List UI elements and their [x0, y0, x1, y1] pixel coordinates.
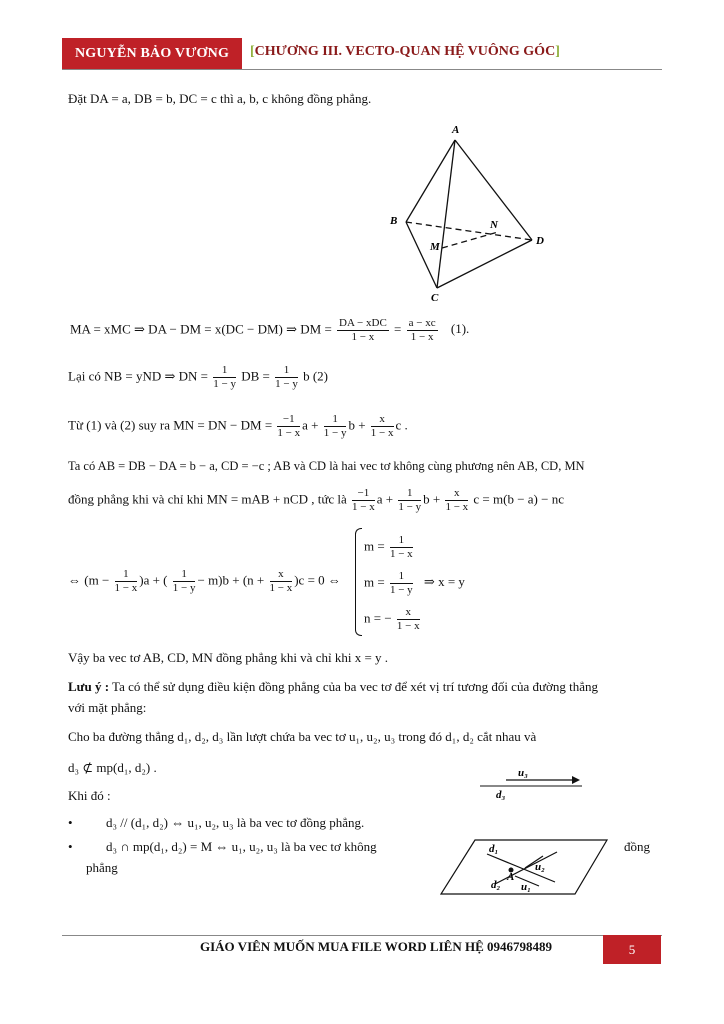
eq3-b: b +: [348, 417, 366, 433]
sys-f1-den: 1 − x: [114, 582, 138, 594]
bullet-1: d₃ // (d₁, d₂) ⇔ u₁, u₂, u₃ là ba vec tơ đồng phẳng.: [106, 815, 365, 830]
header-author: NGUYỄN BẢO VƯƠNG: [62, 38, 242, 69]
sys-r1-num: 1: [390, 534, 413, 548]
note-line-2: với mặt phẳng:: [68, 700, 147, 715]
sys-r1-label: m =: [364, 538, 385, 554]
label-a: A: [452, 124, 460, 136]
eq3-fraction-1: [277, 413, 300, 440]
line5-f1-num: −1: [352, 487, 375, 501]
bullet-2-cont: phẳng: [86, 860, 118, 875]
bullet-2-end: đồng: [624, 839, 650, 854]
sys-frac-2: [173, 568, 196, 595]
sys-left-part: ⇔ (m −: [68, 572, 110, 588]
edge-bd-hidden: [406, 222, 532, 240]
eq3-f3-den: 1 − x: [370, 427, 394, 439]
sys-r2-num: 1: [390, 570, 413, 584]
sys-r3-label: n = −: [364, 610, 392, 626]
system-brace: [355, 528, 362, 636]
sys-f3-num: x: [270, 568, 293, 582]
bullet-dot-1: •: [68, 815, 73, 830]
eq1-fraction-1: [337, 317, 389, 344]
intro-line: Đặt DA = a, DB = b, DC = c thì a, b, c không đồng phẳng.: [68, 91, 372, 106]
label-u1: u₁: [521, 881, 531, 893]
bullet-2: d₃ ∩ mp(d₁, d₂) = M ⇔ u₁, u₂, u₃ là ba vec tơ không: [106, 839, 377, 854]
line5-b: b +: [423, 491, 441, 507]
sys-r3-num: x: [397, 606, 420, 620]
given-line-1: Cho ba đường thẳng d₁, d₂, d₃ lần lượt chứa ba vec tơ u₁, u₂, u₃ trong đó d₁, d₂ cắt nhau và: [68, 729, 537, 744]
sys-r3-den: 1 − x: [396, 620, 420, 632]
eq2-fraction-2: [275, 364, 298, 391]
sys-f2-num: 1: [173, 568, 196, 582]
label-c: C: [431, 292, 439, 304]
line5-f3-den: 1 − x: [445, 501, 469, 513]
bracket-close: ]: [555, 44, 560, 59]
label-d1: d₁: [489, 843, 499, 855]
note-label: Lưu ý :: [68, 679, 110, 694]
sys-r1-den: 1 − x: [389, 548, 413, 560]
label-u3: u₃: [518, 767, 528, 779]
chapter-title: CHƯƠNG III. VECTO-QUAN HỆ VUÔNG GÓC: [254, 44, 556, 59]
edge-ac: [437, 140, 455, 288]
eq3-fraction-2: [324, 413, 347, 440]
eq3-f3-num: x: [371, 413, 394, 427]
eq1-frac1-num: DA − xDC: [339, 317, 387, 329]
eq2-tail: b (2): [303, 368, 329, 384]
given-line-2: d₃ ⊄ mp(d₁, d₂) .: [68, 760, 157, 775]
line5-f1-den: 1 − x: [352, 501, 375, 513]
footer-divider: [62, 935, 662, 936]
eq2-left: Lại có NB = yND ⇒ DN =: [68, 368, 209, 384]
label-m: M: [430, 241, 440, 253]
eq1-frac2-den: 1 − x: [410, 331, 434, 343]
sys-p2: − m)b + (n +: [197, 572, 265, 588]
sys-r2-frac: [390, 570, 413, 597]
tetrahedron-figure: [380, 118, 560, 308]
line-vectors: Ta có AB = DB − DA = b − a, CD = −c ; AB và CD là hai vec tơ không cùng phương nên AB, CD, MN: [68, 459, 585, 473]
equation-3: [68, 413, 408, 440]
footer-contact: GIÁO VIÊN MUỐN MUA FILE WORD LIÊN HỆ 0946798489: [200, 939, 552, 954]
eq3-fraction-3: [371, 413, 394, 440]
header-chapter: [250, 44, 560, 60]
sys-p3: )c = 0 ⇔: [294, 572, 341, 588]
edge-cd: [437, 240, 532, 288]
edge-ab: [406, 140, 455, 222]
equation-1: [70, 317, 469, 344]
sys-r2-label: m =: [364, 574, 385, 590]
sys-p1: )a + (: [139, 572, 168, 588]
eq3-c: c .: [395, 417, 408, 433]
sys-r1-frac: [390, 534, 413, 561]
note-text: Ta có thể sử dụng điều kiện đồng phẳng của ba vec tơ để xét vị trí tương đối của đường thẳng: [109, 679, 599, 694]
coplanar-condition: [68, 487, 564, 514]
system-row-1: [364, 534, 415, 561]
label-point-a: A: [507, 871, 515, 883]
eq1-left: MA = xMC ⇒ DA − DM = x(DC − DM) ⇒ DM =: [70, 321, 332, 337]
bracket-open: [: [250, 44, 255, 59]
sys-r2-den: 1 − y: [389, 584, 413, 596]
eq2-f2-den: 1 − y: [275, 378, 298, 390]
eq2-mid: DB =: [241, 368, 270, 384]
label-d3: d₃: [496, 789, 506, 801]
eq3-f1-den: 1 − x: [277, 427, 301, 439]
eq1-frac1-den: 1 − x: [351, 331, 375, 343]
label-b: B: [390, 215, 398, 227]
arrowhead-icon: [572, 776, 580, 784]
bullet-dot-2: •: [68, 839, 73, 854]
eq3-a: a +: [302, 417, 319, 433]
line5-f2-num: 1: [398, 487, 421, 501]
system-left: [68, 568, 341, 595]
sys-frac-1: [115, 568, 138, 595]
sys-f2-den: 1 − y: [172, 582, 196, 594]
line-d3-figure: [470, 764, 590, 804]
line5-fraction-1: [352, 487, 375, 514]
eq2-f2-num: 1: [275, 364, 298, 378]
eq3-f2-num: 1: [324, 413, 347, 427]
page-number: 5: [603, 935, 661, 964]
eq2-f1-num: 1: [213, 364, 236, 378]
system-row-2: [364, 570, 465, 597]
eq1-equals: =: [394, 321, 402, 337]
edge-bc: [406, 222, 437, 288]
conclusion: Vậy ba vec tơ AB, CD, MN đồng phẳng khi và chỉ khi x = y .: [68, 650, 389, 665]
label-u2: u₂: [535, 861, 545, 873]
line5-a: a +: [376, 491, 394, 507]
equation-2: [68, 364, 328, 391]
header-divider: [62, 69, 662, 70]
label-n: N: [490, 219, 498, 231]
line5-fraction-3: [445, 487, 468, 514]
line5-f2-den: 1 − y: [398, 501, 422, 513]
then-line: Khi đó :: [68, 788, 111, 803]
line5-left: đồng phẳng khi và chỉ khi MN = mAB + nCD , tức là: [68, 491, 347, 507]
eq1-frac2-num: a − xc: [408, 317, 436, 329]
line5-fraction-2: [398, 487, 421, 514]
line5-right: c = m(b − a) − nc: [473, 491, 564, 507]
eq2-f1-den: 1 − y: [213, 378, 236, 390]
plane-figure: [435, 832, 610, 902]
eq2-fraction-1: [213, 364, 236, 391]
sys-f3-den: 1 − x: [269, 582, 293, 594]
note-line-1: [68, 679, 598, 695]
sys-r3-frac: [397, 606, 420, 633]
eq3-left: Từ (1) và (2) suy ra MN = DN − DM =: [68, 417, 273, 433]
sys-result: ⇒ x = y: [423, 574, 465, 590]
label-d2: d₂: [491, 879, 501, 891]
eq3-f1-num: −1: [277, 413, 300, 427]
label-d: D: [536, 235, 544, 247]
sys-f1-num: 1: [115, 568, 138, 582]
sys-frac-3: [270, 568, 293, 595]
eq1-tag: (1).: [450, 321, 470, 337]
system-row-3: [364, 606, 422, 633]
line5-f3-num: x: [445, 487, 468, 501]
eq1-fraction-2: [407, 317, 438, 344]
eq3-f2-den: 1 − y: [323, 427, 347, 439]
